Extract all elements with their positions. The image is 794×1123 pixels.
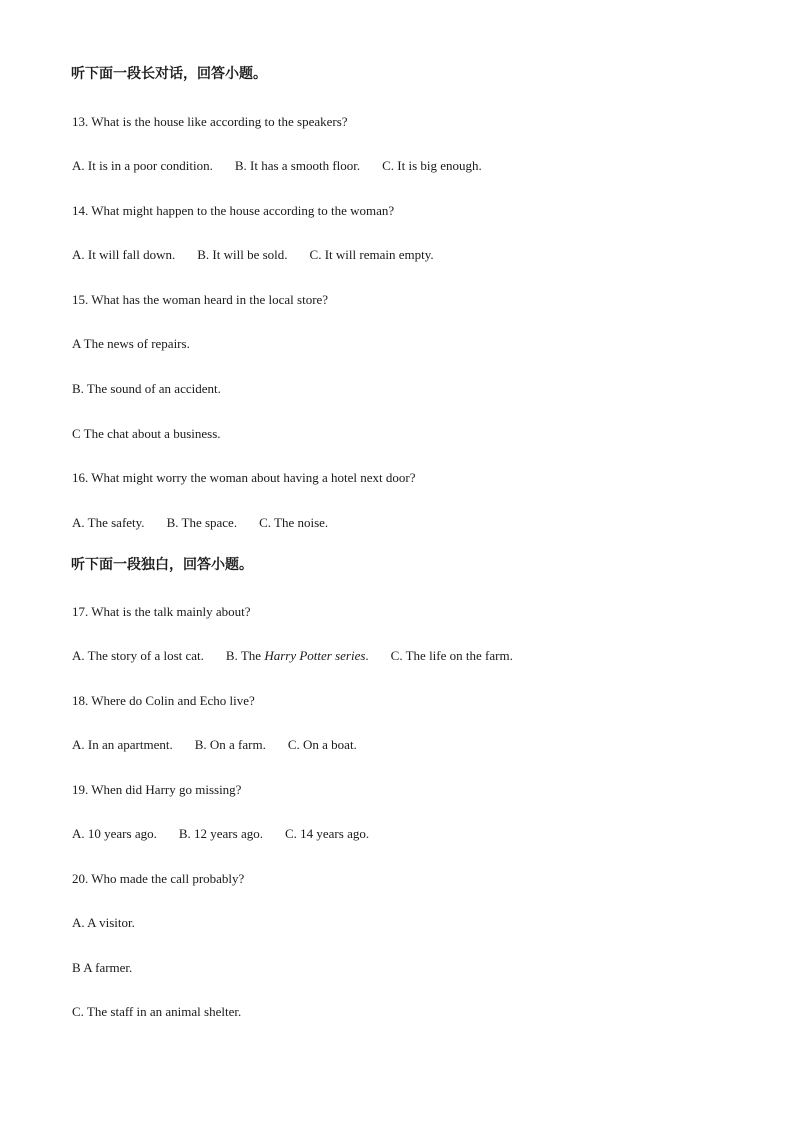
question-15-stem: 15. What has the woman heard in the local store? [72, 292, 329, 307]
question-16-stem: 16. What might worry the woman about having a hotel next door? [72, 470, 416, 485]
q14-option-c: C. It will remain empty. [309, 247, 434, 262]
q13-option-c: C. It is big enough. [382, 158, 482, 173]
question-18-options [72, 736, 357, 754]
q20-option-c: C. The staff in an animal shelter. [72, 1004, 242, 1019]
question-17-options [72, 647, 513, 665]
q20-option-b: B A farmer. [72, 960, 133, 975]
question-14-stem: 14. What might happen to the house according to the woman? [72, 203, 395, 218]
q14-option-a: A. It will fall down. [72, 247, 176, 262]
q17-option-b [226, 647, 369, 665]
q13-option-b: B. It has a smooth floor. [234, 158, 361, 173]
question-16-options [72, 514, 328, 532]
q15-option-b: B. The sound of an accident. [72, 381, 221, 396]
q18-option-c: C. On a boat. [287, 737, 357, 752]
q17-option-a: A. The story of a lost cat. [72, 648, 204, 663]
q19-option-a: A. 10 years ago. [72, 826, 157, 841]
q14-option-b: B. It will be sold. [197, 247, 288, 262]
q18-option-b: B. On a farm. [194, 737, 266, 752]
question-14-options [72, 246, 434, 264]
q13-option-a: A. It is in a poor condition. [72, 158, 213, 173]
q19-option-c: C. 14 years ago. [284, 826, 370, 841]
q17-option-c: C. The life on the farm. [390, 648, 513, 663]
q16-option-c: C. The noise. [259, 515, 329, 530]
question-19-options [72, 825, 369, 843]
section-heading-dialogue: 听下面一段长对话，回答小题。 [71, 67, 267, 82]
q19-option-b: B. 12 years ago. [178, 826, 263, 841]
q17-option-b-suffix: . [365, 648, 369, 663]
question-20-stem: 20. Who made the call probably? [72, 871, 245, 886]
q20-option-a: A. A visitor. [72, 915, 135, 930]
question-17-stem: 17. What is the talk mainly about? [72, 604, 251, 619]
q16-option-b: B. The space. [166, 515, 238, 530]
q16-option-a: A. The safety. [72, 515, 145, 530]
question-18-stem: 18. Where do Colin and Echo live? [72, 693, 255, 708]
q17-option-b-prefix: B. The [225, 648, 265, 663]
question-19-stem: 19. When did Harry go missing? [72, 782, 242, 797]
q17-option-b-title: Harry Potter series [264, 648, 366, 663]
section-heading-monologue: 听下面一段独白，回答小题。 [71, 558, 253, 573]
q18-option-a: A. In an apartment. [72, 737, 173, 752]
q15-option-c: C The chat about a business. [72, 426, 221, 441]
question-13-options [72, 157, 482, 175]
question-13-stem: 13. What is the house like according to the speakers? [72, 114, 348, 129]
q15-option-a: A The news of repairs. [72, 336, 190, 351]
